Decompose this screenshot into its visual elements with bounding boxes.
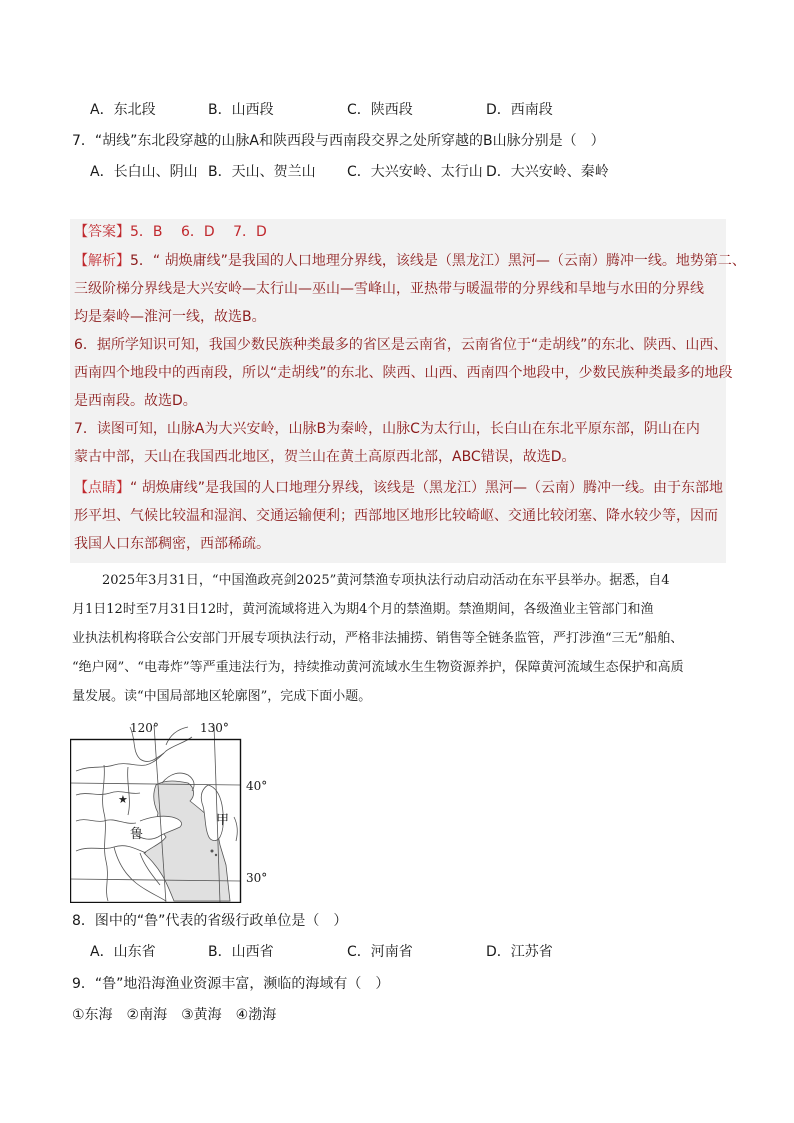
q7-option-c[interactable]: C．大兴安岭、太行山	[347, 164, 483, 180]
passage-line-1: 2025年3月31日，“中国渔政亮剑2025”黄河禁渔专项执法行动启动活动在东平县举办。据悉，自4	[102, 573, 670, 588]
answer-line	[74, 221, 267, 243]
answer-tag: 【答案】	[74, 224, 130, 240]
map-label-jia: 甲	[216, 813, 230, 828]
q7-option-b[interactable]: B．天山、贺兰山	[208, 164, 316, 180]
q6-option-d[interactable]: D．西南段	[486, 102, 553, 118]
map-lat-40: 40°	[246, 779, 268, 793]
passage-line-3: 业执法机构将联合公安部门开展专项执法行动，严格非法捕捞、销售等全链条监管，严打涉渔“三无”船舶、	[72, 631, 684, 646]
q9-choices: ①东海 ②南海 ③黄海 ④渤海	[72, 1007, 277, 1023]
analysis-line-5: 西南四个地段中的西南段，所以“走胡线”的东北、陕西、山西、西南四个地段中，少数民族种类最多的地段	[74, 365, 733, 381]
map-label-lu: 鲁	[130, 827, 144, 842]
analysis-line-4: 6．据所学知识可知，我国少数民族种类最多的省区是云南省，云南省位于“走胡线”的东北、陕西、山西、	[74, 337, 728, 353]
reading-passage	[72, 566, 724, 711]
answer-values: 5．B 6．D 7．D	[130, 224, 267, 240]
analysis-line-3: 均是秦岭—淮河一线，故选B。	[74, 309, 266, 325]
analysis-tag: 【解析】	[74, 253, 130, 269]
q6-option-c[interactable]: C．陕西段	[347, 102, 413, 118]
highlight-line-2: 形平坦、气候比较温和湿润、交通运输便利；西部地区地形比较崎岖、交通比较闭塞、降水较少等，因而	[74, 508, 718, 524]
q6-option-a[interactable]: A．东北段	[90, 102, 156, 118]
q7-stem: 7．“胡线”东北段穿越的山脉A和陕西段与西南段交界之处所穿越的B山脉分别是（ ）	[72, 133, 605, 149]
analysis-line-6: 是西南段。故选D。	[74, 393, 197, 409]
china-partial-outline-map	[70, 721, 268, 903]
passage-line-2: 月1日12时至7月31日12时，黄河流域将进入为期4个月的禁渔期。禁渔期间，各级渔业主管部门和渔	[72, 602, 654, 617]
q9-stem: 9．“鲁”地沿海渔业资源丰富，濒临的海域有（ ）	[72, 976, 390, 992]
map-lon-120: 120°	[130, 721, 159, 735]
q7-option-a[interactable]: A．长白山、阴山	[90, 164, 198, 180]
q8-stem: 8．图中的“鲁”代表的省级行政单位是（ ）	[72, 913, 348, 929]
q8-option-c[interactable]: C．河南省	[347, 944, 413, 960]
q8-option-d[interactable]: D．江苏省	[486, 944, 553, 960]
q7-option-d[interactable]: D．大兴安岭、秦岭	[486, 164, 609, 180]
q8-option-b[interactable]: B．山西省	[208, 944, 274, 960]
analysis-line-8: 蒙古中部，天山在我国西北地区，贺兰山在黄土高原西北部，ABC错误，故选D。	[74, 449, 576, 465]
analysis-line-7: 7．读图可知，山脉A为大兴安岭，山脉B为秦岭，山脉C为太行山，长白山在东北平原东部，阴山在内	[74, 421, 700, 437]
answer-analysis-block	[70, 219, 746, 563]
highlight-line-1: 【点睛】“ 胡焕庸线”是我国的人口地理分界线，该线是（黑龙江）黑河—（云南）腾冲一线。由于东部地	[74, 480, 723, 496]
passage-line-5: 量发展。读“中国局部地区轮廓图”，完成下面小题。	[72, 689, 372, 704]
analysis-line-2: 三级阶梯分界线是大兴安岭—太行山—巫山—雪峰山，亚热带与暖温带的分界线和旱地与水田的分界线	[74, 281, 704, 297]
capital-star-icon: ★	[118, 793, 128, 806]
passage-line-4: “绝户网”、“电毒炸”等严重违法行为，持续推动黄河流域水生生物资源养护，保障黄河流域生态保护和高质	[72, 660, 684, 675]
analysis-line-1: 【解析】5．“ 胡焕庸线”是我国的人口地理分界线，该线是（黑龙江）黑河—（云南）腾冲一线。地势第二、	[74, 253, 746, 269]
highlight-line-3: 我国人口东部稠密，西部稀疏。	[74, 536, 270, 552]
highlight-tag: 【点睛】	[74, 480, 130, 496]
map-lon-130: 130°	[200, 721, 229, 735]
q6-option-b[interactable]: B．山西段	[208, 102, 274, 118]
map-lat-30: 30°	[246, 871, 268, 885]
q8-option-a[interactable]: A．山东省	[90, 944, 156, 960]
